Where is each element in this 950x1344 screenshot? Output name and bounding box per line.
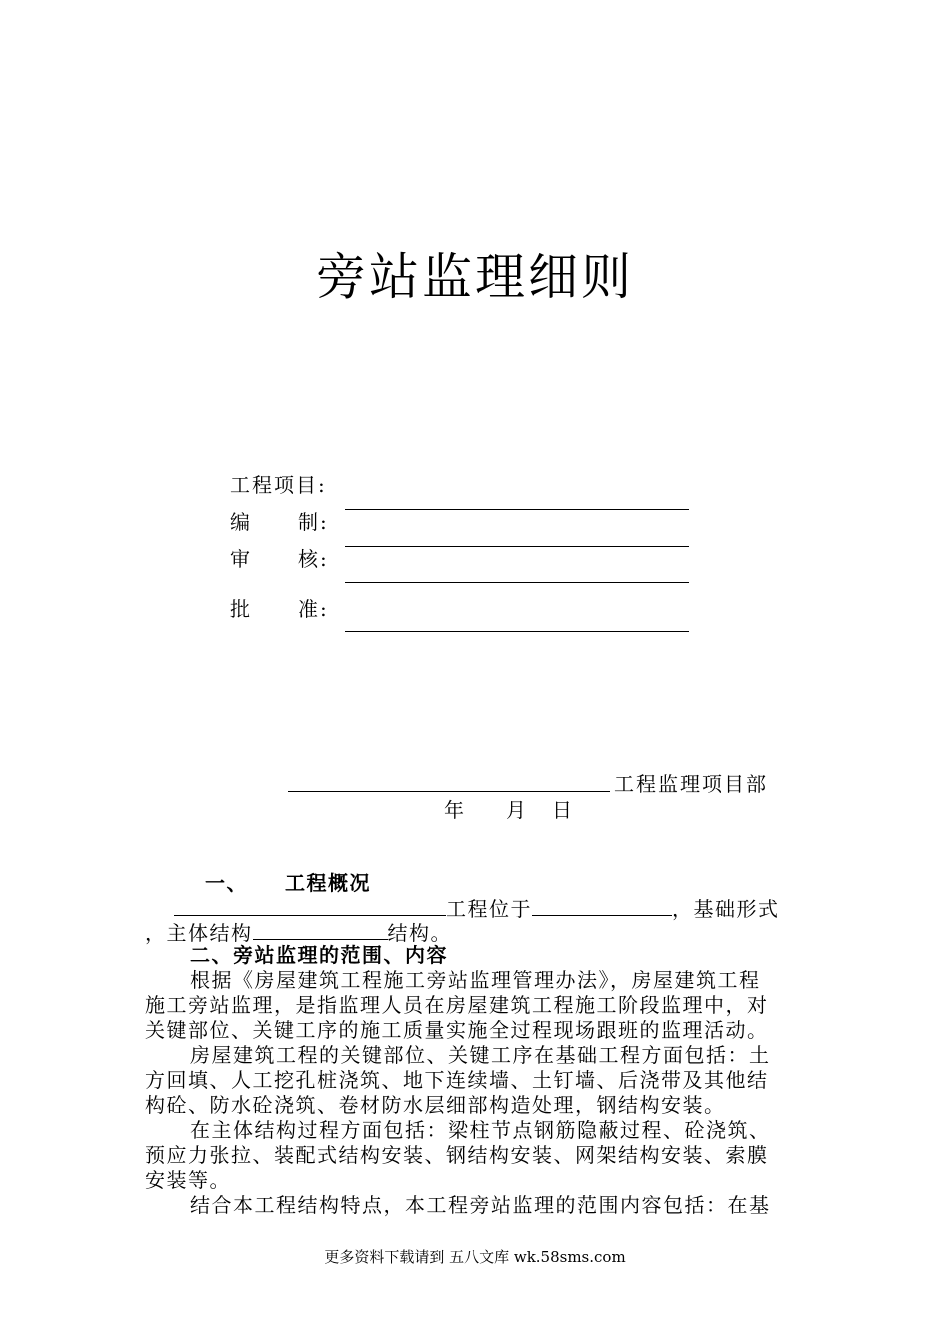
overview-foundation-text: ，基础形式 bbox=[672, 897, 780, 921]
section-1-title: 工程概况 bbox=[285, 871, 371, 895]
compiler-label-part2: 制: bbox=[298, 510, 329, 534]
org-suffix: 工程监理项目部 bbox=[614, 772, 768, 796]
section-1-number: 一、 bbox=[205, 871, 248, 895]
reviewer-line bbox=[345, 546, 689, 547]
section-2-title: 二、旁站监理的范围、内容 bbox=[190, 943, 448, 967]
date-year: 年 bbox=[444, 798, 464, 822]
paragraph-2-line-2: 方回填、人工挖孔桩浇筑、地下连续墙、土钉墙、后浇带及其他结 bbox=[145, 1068, 769, 1092]
paragraph-3-line-1: 在主体结构过程方面包括：梁柱节点钢筋隐蔽过程、砼浇筑、 bbox=[190, 1118, 771, 1142]
approver-label-part1: 批 bbox=[230, 597, 252, 621]
paragraph-3-line-3: 安装等。 bbox=[145, 1168, 231, 1192]
reviewer-label-part1: 审 bbox=[230, 547, 252, 571]
paragraph-1-line-1: 根据《房屋建筑工程施工旁站监理管理办法》，房屋建筑工程 bbox=[190, 968, 761, 992]
paragraph-2-line-1: 房屋建筑工程的关键部位、关键工序在基础工程方面包括：土 bbox=[190, 1043, 771, 1067]
org-name-line bbox=[288, 791, 610, 792]
overview-structure-end: 结构。 bbox=[387, 921, 452, 945]
document-title: 旁站监理细则 bbox=[316, 248, 634, 306]
project-label: 工程项目: bbox=[230, 473, 327, 497]
approver-line bbox=[345, 631, 689, 632]
reviewer-label-part2: 核: bbox=[298, 547, 329, 571]
overview-line-1 bbox=[174, 897, 780, 919]
footer-download-note: 更多资料下载请到 五八文库 wk.58sms.com bbox=[324, 1248, 626, 1266]
approver-label-part2: 准: bbox=[298, 597, 329, 621]
compiler-label-part1: 编 bbox=[230, 510, 252, 534]
location-blank bbox=[532, 897, 672, 916]
paragraph-2-line-3: 构砼、防水砼浇筑、卷材防水层细部构造处理，钢结构安装。 bbox=[145, 1093, 726, 1117]
structure-blank bbox=[253, 921, 388, 940]
paragraph-1-line-3: 关键部位、关键工序的施工质量实施全过程现场跟班的监理活动。 bbox=[145, 1018, 769, 1042]
overview-structure-text: ，主体结构 bbox=[145, 921, 253, 945]
overview-located-text: 工程位于 bbox=[446, 897, 532, 921]
paragraph-4-line-1: 结合本工程结构特点，本工程旁站监理的范围内容包括：在基 bbox=[190, 1193, 771, 1217]
date-day: 日 bbox=[552, 798, 572, 822]
paragraph-1-line-2: 施工旁站监理，是指监理人员在房屋建筑工程施工阶段监理中，对 bbox=[145, 993, 769, 1017]
reviewer-extra-line bbox=[345, 582, 689, 583]
date-month: 月 bbox=[506, 798, 526, 822]
compiler-line bbox=[345, 509, 689, 510]
paragraph-3-line-2: 预应力张拉、装配式结构安装、钢结构安装、网架结构安装、索膜 bbox=[145, 1143, 769, 1167]
overview-line-2 bbox=[145, 921, 452, 943]
project-name-blank bbox=[174, 897, 446, 916]
